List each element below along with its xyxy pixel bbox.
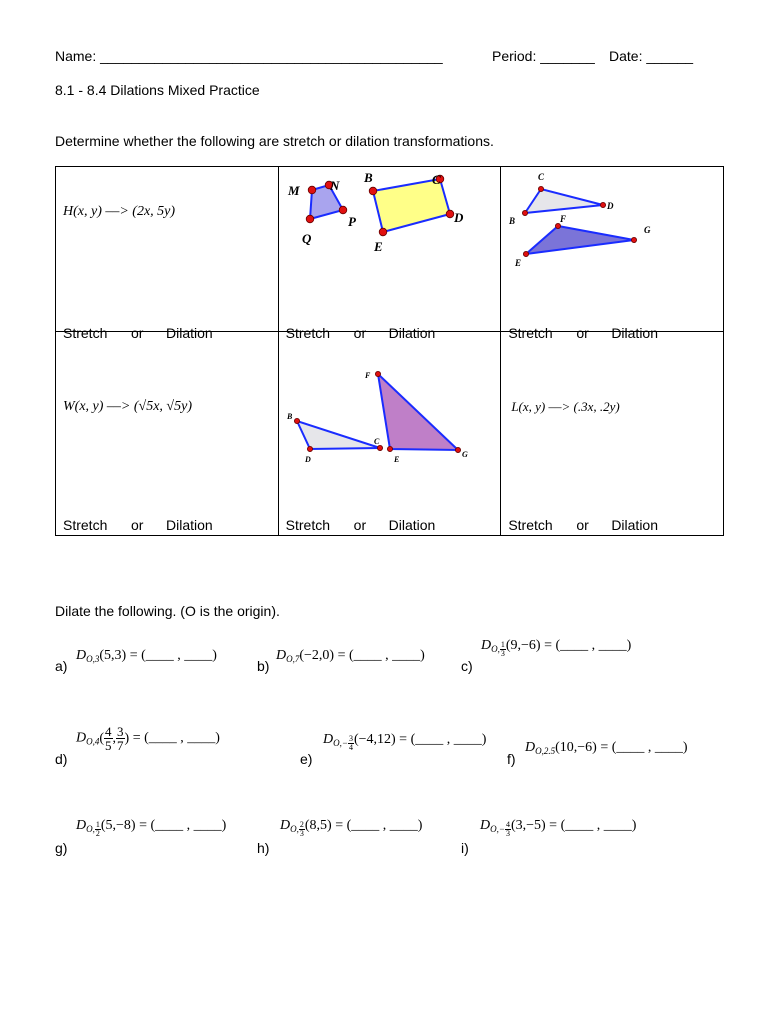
choice-or: or bbox=[131, 325, 144, 341]
section2-instruction: Dilate the following. (O is the origin). bbox=[55, 603, 280, 619]
label-b: B bbox=[286, 412, 292, 421]
figure-3-polygons bbox=[279, 332, 501, 482]
problem-g-label: g) bbox=[55, 840, 68, 856]
choice-dilation[interactable]: Dilation bbox=[388, 517, 436, 533]
label-b: B bbox=[363, 170, 373, 185]
figure-1-polygons bbox=[279, 167, 501, 307]
choice-stretch[interactable]: Stretch bbox=[63, 325, 108, 341]
rule-w: W(x, y) ––> (√5x, √5y) bbox=[63, 399, 192, 414]
label-n: N bbox=[329, 178, 340, 193]
worksheet-title: 8.1 - 8.4 Dilations Mixed Practice bbox=[55, 82, 260, 98]
date-field-label: Date: ______ bbox=[609, 48, 694, 64]
problem-d-label: d) bbox=[55, 751, 68, 767]
cell-figure-1 bbox=[278, 167, 501, 341]
problem-h-label: h) bbox=[257, 840, 270, 856]
label-c: C bbox=[373, 437, 379, 446]
choice-dilation[interactable]: Dilation bbox=[611, 325, 659, 341]
label-q: Q bbox=[301, 231, 312, 246]
choice-or: or bbox=[353, 325, 367, 341]
cell-figure-3 bbox=[278, 332, 501, 536]
choice-or: or bbox=[131, 517, 144, 533]
choice-dilation[interactable]: Dilation bbox=[166, 517, 213, 533]
period-field-label: Period: _______ bbox=[492, 48, 595, 64]
problem-b-expression: $D_{O,7}(-2,0)$ = (____ , ____) bbox=[276, 648, 425, 664]
problem-h-expression: $D_{O, \frac{2}{3}}$ (8,5) = (____ , ____) bbox=[280, 818, 423, 839]
choice-or: or bbox=[576, 325, 589, 341]
choice-stretch[interactable]: Stretch bbox=[285, 325, 331, 341]
problem-g-expression: $D_{O, \frac{1}{2}}$ (5,−8) = (____ , ____) bbox=[76, 818, 227, 839]
section1-instruction: Determine whether the following are stretch or dilation transformations. bbox=[55, 133, 494, 149]
problem-d-expression: $D_{O,4}$( $\frac{4}{5}$ , $\frac{3}{7}$ ) = (____ , ____) bbox=[76, 724, 220, 753]
cell-w bbox=[56, 332, 279, 536]
problem-b-label: b) bbox=[257, 658, 270, 674]
label-b: B bbox=[509, 216, 516, 226]
transformation-table bbox=[55, 166, 724, 536]
choice-stretch[interactable]: Stretch bbox=[508, 325, 553, 341]
label-d: D bbox=[607, 201, 614, 211]
problem-a-expression: $D_{O,3}(5,3)$ = (____ , ____) bbox=[76, 648, 217, 664]
label-d: D bbox=[304, 455, 311, 464]
label-p: P bbox=[347, 214, 356, 229]
problem-f-expression: $D_{O,2.5}(10,-6)$ = (____ , ____) bbox=[525, 740, 688, 756]
label-c: C bbox=[538, 172, 545, 182]
rule-l: L(x, y) ––> (.3x, .2y) bbox=[511, 399, 620, 414]
label-g: G bbox=[644, 225, 651, 235]
choice-dilation[interactable]: Dilation bbox=[611, 517, 659, 533]
problem-i-label: i) bbox=[461, 840, 469, 856]
label-c: C bbox=[431, 172, 441, 187]
choice-or: or bbox=[576, 517, 589, 533]
problem-a-label: a) bbox=[55, 658, 68, 674]
choice-or: or bbox=[353, 517, 367, 533]
figure-2-polygons bbox=[501, 167, 723, 307]
label-e: E bbox=[393, 455, 399, 464]
label-f: F bbox=[364, 371, 370, 380]
choice-stretch[interactable]: Stretch bbox=[285, 517, 331, 533]
name-field-label: Name: ____________________________________________ bbox=[55, 48, 443, 64]
cell-figure-2 bbox=[501, 167, 724, 341]
label-e: E bbox=[373, 239, 383, 254]
problem-c-label: c) bbox=[461, 658, 473, 674]
choice-stretch[interactable]: Stretch bbox=[508, 517, 553, 533]
problem-e-label: e) bbox=[300, 751, 313, 767]
problem-e-expression: $D_{O,- \frac{3}{4}}$ (−4,12) = (____ , ____) bbox=[323, 732, 487, 753]
choice-stretch[interactable]: Stretch bbox=[63, 517, 108, 533]
choice-dilation[interactable]: Dilation bbox=[388, 325, 436, 341]
label-e: E bbox=[515, 258, 522, 268]
label-g: G bbox=[461, 450, 468, 459]
label-d: D bbox=[453, 210, 464, 225]
choice-dilation[interactable]: Dilation bbox=[166, 325, 213, 341]
cell-l bbox=[501, 332, 724, 536]
problem-i-expression: $D_{O,- \frac{4}{3}}$ (3,−5) = (____ , ____) bbox=[480, 818, 637, 839]
cell-h bbox=[56, 167, 279, 341]
problem-c-expression: $D_{O, \frac{1}{3}}$ (9,−6) = (____ , ____) bbox=[481, 638, 632, 659]
problem-f-label: f) bbox=[507, 751, 516, 767]
rule-h: H(x, y) ––> (2x, 5y) bbox=[63, 204, 176, 219]
label-m: M bbox=[287, 183, 300, 198]
label-f: F bbox=[560, 214, 567, 224]
